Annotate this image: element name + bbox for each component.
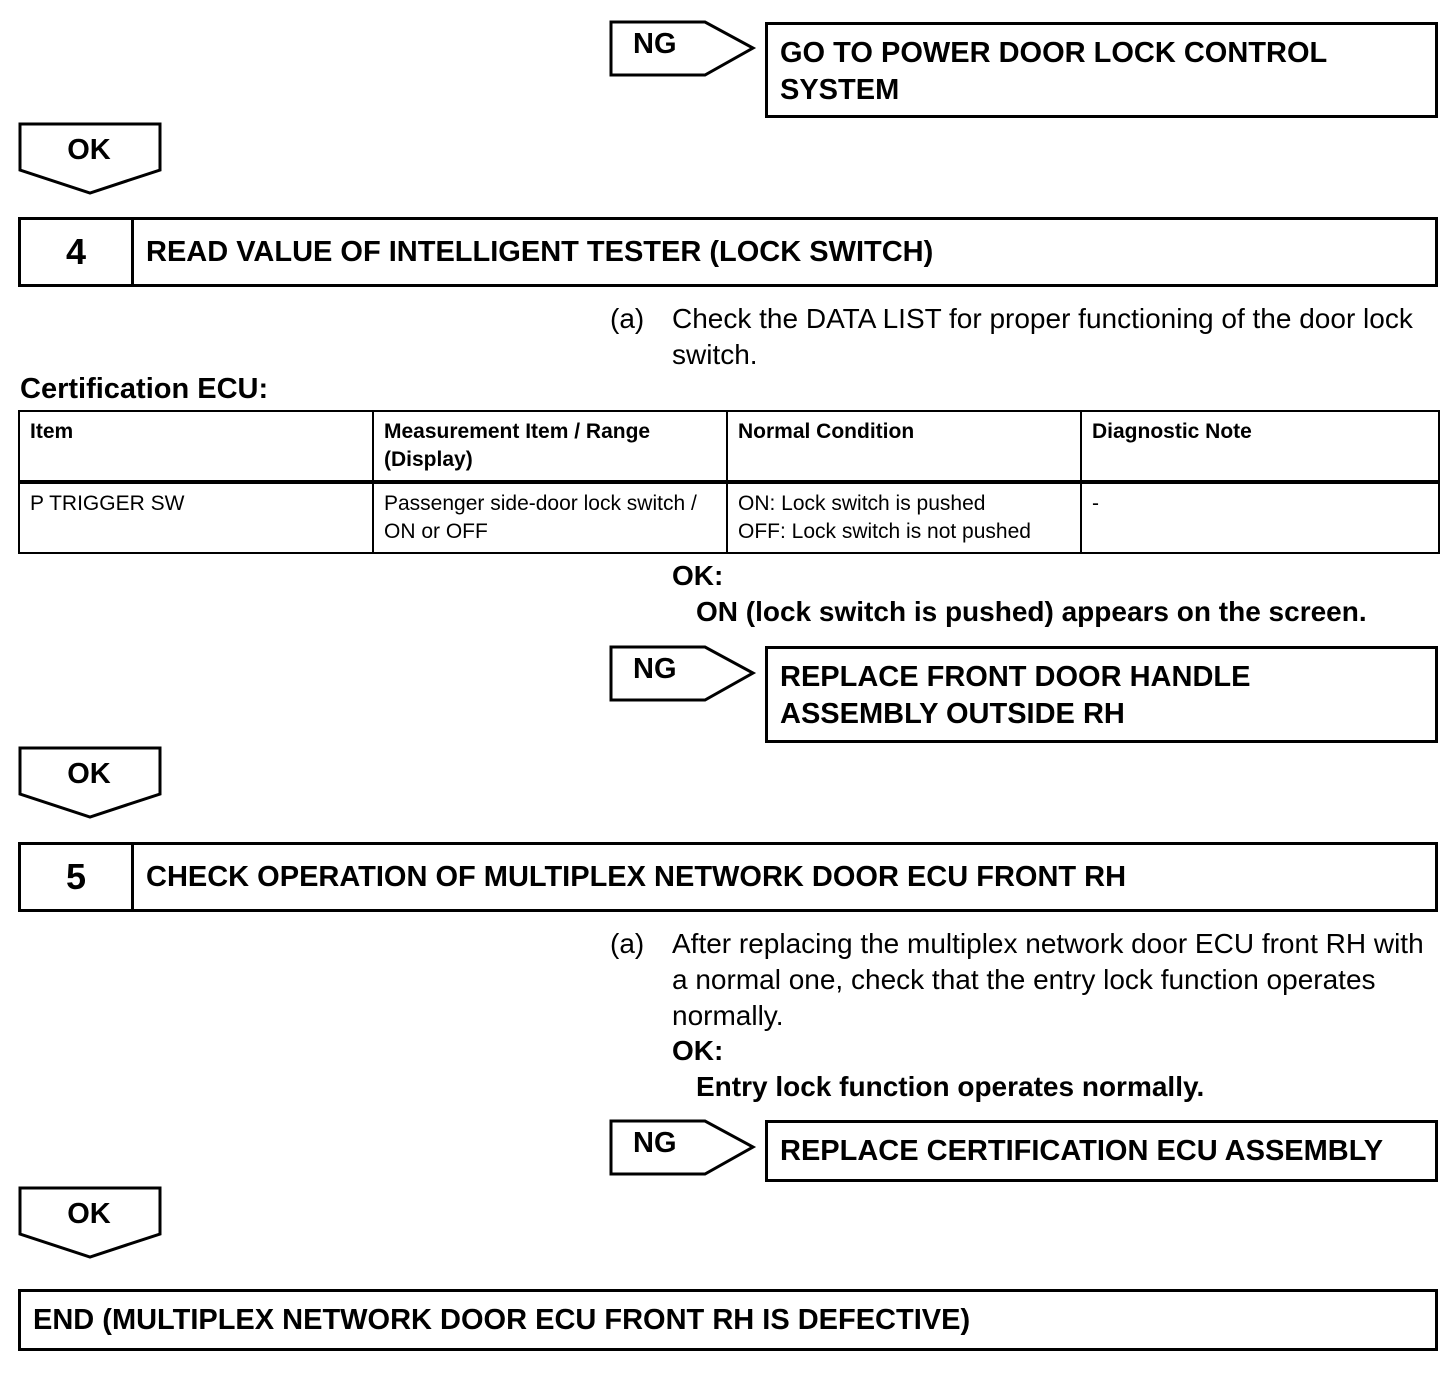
ng-arrow	[609, 1119, 759, 1177]
header-diagnostic-note: Diagnostic Note	[1081, 411, 1439, 482]
step-number: 4	[21, 220, 134, 284]
ok-label: OK	[67, 134, 111, 166]
ok-heading: OK:	[672, 1035, 724, 1066]
ng-result-box	[765, 646, 1438, 743]
header-normal-condition: Normal Condition	[727, 411, 1081, 482]
step-5-header	[18, 842, 1438, 912]
instruction-marker: (a)	[610, 303, 645, 334]
step-title: READ VALUE OF INTELLIGENT TESTER (LOCK SWITCH)	[146, 235, 934, 268]
ng-result-box	[765, 22, 1438, 118]
instruction-text: Check the DATA LIST for proper functioning of the door lock switch.	[672, 303, 1413, 370]
ng-arrow	[609, 645, 759, 703]
ok-condition-text: ON (lock switch is pushed) appears on the screen.	[696, 596, 1367, 627]
condition-line: OFF: Lock switch is not pushed	[738, 520, 1031, 543]
cell-item: P TRIGGER SW	[19, 482, 373, 553]
ok-condition-text: Entry lock function operates normally.	[696, 1071, 1205, 1102]
ok-heading: OK:	[672, 560, 724, 591]
cell-measurement	[373, 482, 727, 553]
cell-diagnostic-note: -	[1081, 482, 1439, 553]
step-title: CHECK OPERATION OF MULTIPLEX NETWORK DOOR ECU FRONT RH	[146, 860, 1127, 893]
step-number: 5	[21, 845, 134, 909]
ng-result-text: REPLACE CERTIFICATION ECU ASSEMBLY	[780, 1135, 1384, 1167]
step-5-instruction	[610, 926, 1440, 1034]
instruction-marker: (a)	[610, 928, 645, 959]
end-text: END (MULTIPLEX NETWORK DOOR ECU FRONT RH IS DEFECTIVE)	[33, 1303, 971, 1336]
ng-result-box	[765, 1120, 1438, 1182]
measurement-line: ON or OFF	[384, 520, 488, 543]
header-measurement: Measurement Item / Range (Display)	[373, 411, 727, 482]
table-row	[19, 482, 1439, 553]
step-4-instruction	[610, 301, 1440, 373]
ng-label: NG	[633, 1127, 677, 1159]
instruction-text: After replacing the multiplex network door ECU front RH with a normal one, check that the entry lock function operates normally.	[672, 928, 1424, 1031]
step-5-ok-condition	[672, 1033, 1204, 1105]
condition-line: ON: Lock switch is pushed	[738, 492, 986, 515]
end-box	[18, 1289, 1438, 1351]
table-header-row	[19, 411, 1439, 482]
ng-arrow-shape	[609, 20, 759, 78]
step-4-header	[18, 217, 1438, 287]
header-item: Item	[19, 411, 373, 482]
ng-arrow-shape	[609, 1119, 759, 1177]
ng-result-line: REPLACE FRONT DOOR HANDLE	[780, 661, 1251, 693]
ok-arrow	[18, 122, 164, 196]
ng-result-line: ASSEMBLY OUTSIDE RH	[780, 698, 1125, 730]
data-list-table	[18, 410, 1440, 554]
ng-arrow	[609, 20, 759, 78]
ng-label: NG	[633, 653, 677, 685]
ok-label: OK	[67, 758, 111, 790]
ng-label: NG	[633, 28, 677, 60]
ok-arrow	[18, 1186, 164, 1260]
ok-label: OK	[67, 1198, 111, 1230]
table-title: Certification ECU:	[20, 373, 269, 405]
ng-arrow-shape	[609, 645, 759, 703]
cell-normal-condition	[727, 482, 1081, 553]
step-4-ok-condition	[672, 558, 1367, 630]
ng-result-text: GO TO POWER DOOR LOCK CONTROL SYSTEM	[780, 37, 1327, 106]
measurement-line: Passenger side-door lock switch /	[384, 492, 697, 515]
ok-arrow	[18, 746, 164, 820]
